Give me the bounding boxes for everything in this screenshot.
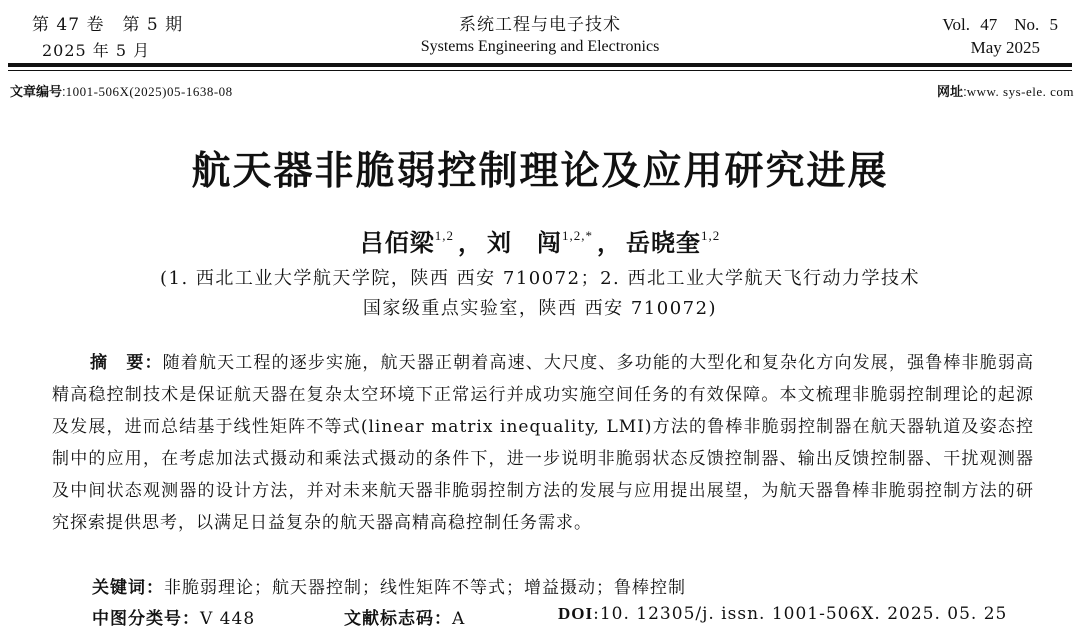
author-name: 吕佰梁 [359, 229, 435, 257]
author-name: 刘 闯 [487, 229, 562, 257]
document-code-label: 文献标志码： [344, 609, 452, 629]
website-link[interactable]: www. sys-ele. com [966, 84, 1074, 99]
doi-label: DOI [558, 604, 594, 623]
affiliation-line-1: (1. 西北工业大学航天学院，陕西 西安 710072；2. 西北工业大学航天飞行动力学技术 [160, 268, 920, 289]
volume-issue-en: Vol. 47 No. 5 [942, 15, 1058, 34]
journal-name-cn: 系统工程与电子技术 [459, 15, 621, 35]
abstract [52, 347, 1034, 539]
keywords-label: 关键词： [92, 578, 164, 598]
author-affiliation-mark: 1,2,* [562, 228, 593, 243]
website-label: 网址 [937, 84, 964, 99]
abstract-text: 随着航天工程的逐步实施，航天器正朝着高速、大尺度、多功能的大型化和复杂化方向发展，强鲁棒非脆弱高精高稳控制技术是保证航天器在复杂太空环境下正常运行并成功实施空间任务的有效保障。本文梳理非脆弱控制理论的起源及发展，进而总结基于线性矩阵不等式(linear matrix inequality, LMI)方法的鲁棒非脆弱控制器在航天器轨道及姿态控制中的应用，在考虑加法式摄动和乘法式摄动的条件下，进一步说明非脆弱状态反馈控制器、输出反馈控制器、干扰观测器及中间状态观测器的设计方法，并对未来航天器非脆弱控制方法的发展与应用提出展望，为航天器鲁棒非脆弱控制方法的研究探索提供思考，以满足日益复杂的航天器高精高稳控制任务需求。 [52, 353, 1035, 533]
document-code-value: A [452, 609, 466, 629]
clc-number [92, 604, 255, 629]
article-number: 文章编号:1001-506X(2025)05-1638-08 [10, 84, 233, 99]
author-affiliation-mark: 1,2 [434, 228, 454, 243]
date-cn: 2025 年 5 月 [42, 41, 151, 60]
document-code [344, 604, 465, 629]
doi-value[interactable]: 10. 12305/j. issn. 1001-506X. 2025. 05. 25 [599, 604, 1008, 624]
header-rule-thick [8, 63, 1072, 67]
author-affiliation-mark: 1,2 [701, 228, 721, 243]
doi: DOI:10. 12305/j. issn. 1001-506X. 2025. 05. 25 [558, 604, 1008, 624]
abstract-label: 摘 要： [90, 353, 163, 373]
volume-issue-cn: 第 47 卷 第 5 期 [32, 15, 184, 35]
date-en: May 2025 [970, 38, 1040, 57]
website: 网址:www. sys-ele. com [937, 84, 1074, 99]
author-name: 岳晓奎 [626, 229, 701, 257]
affiliation-line-2: 国家级重点实验室，陕西 西安 710072) [362, 298, 718, 319]
journal-name-en: Systems Engineering and Electronics [420, 38, 660, 55]
article-number-label: 文章编号 [10, 84, 63, 99]
author-list [0, 223, 1080, 258]
author-separator: ， [458, 229, 483, 257]
keywords [92, 573, 686, 598]
article-number-value: 1001-506X(2025)05-1638-08 [65, 84, 233, 99]
clc-label: 中图分类号： [92, 609, 200, 629]
paper-title: 航天器非脆弱控制理论及应用研究进展 [191, 149, 889, 194]
author-separator: ， [597, 229, 622, 257]
header-rule-thin [8, 70, 1072, 71]
clc-value: V 448 [200, 609, 256, 629]
keywords-text: 非脆弱理论；航天器控制；线性矩阵不等式；增益摄动；鲁棒控制 [164, 578, 686, 598]
